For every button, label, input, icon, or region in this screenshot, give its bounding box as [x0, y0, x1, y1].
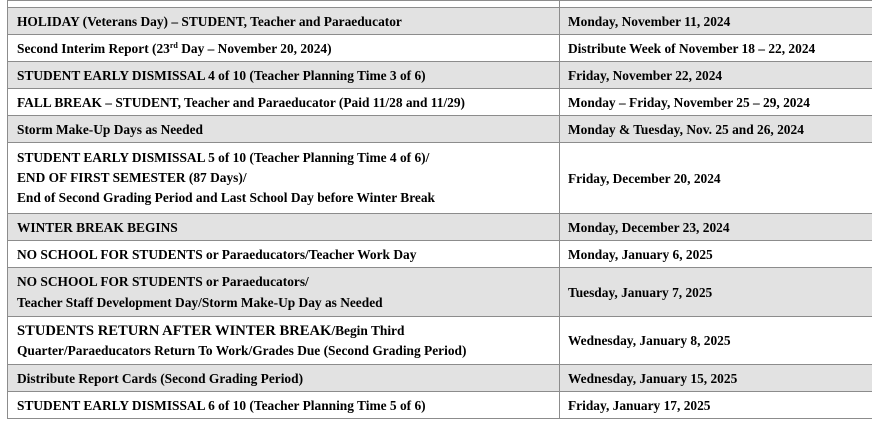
event-cell: FALL BREAK – STUDENT, Teacher and Paraeducator (Paid 11/28 and 11/29) — [8, 89, 560, 116]
date-cell: Friday, January 17, 2025 — [560, 392, 872, 419]
table-row — [8, 116, 872, 143]
school-calendar-table — [7, 0, 872, 419]
table-row — [8, 392, 872, 419]
event-text: Second Interim Report (23 — [17, 40, 170, 56]
event-line: End of Second Grading Period and Last School Day before Winter Break — [17, 190, 436, 205]
date-cell: Monday, December 23, 2024 — [560, 214, 872, 241]
event-line: END OF FIRST SEMESTER (87 Days)/ — [17, 170, 247, 185]
table-row — [8, 8, 872, 35]
table-row — [8, 317, 872, 365]
event-cell: Distribute Report Cards (Second Grading Period) — [8, 365, 560, 392]
date-cell: Friday, November 22, 2024 — [560, 62, 872, 89]
event-line: STUDENT EARLY DISMISSAL 5 of 10 (Teacher Planning Time 4 of 6)/ — [17, 150, 430, 165]
date-cell: Monday, January 6, 2025 — [560, 241, 872, 268]
table-row — [8, 241, 872, 268]
table-row-clipped-top — [8, 1, 872, 8]
event-cell: HOLIDAY (Veterans Day) – STUDENT, Teacher and Paraeducator — [8, 8, 560, 35]
date-cell: Wednesday, January 15, 2025 — [560, 365, 872, 392]
event-cell — [8, 1, 560, 8]
event-cell: WINTER BREAK BEGINS — [8, 214, 560, 241]
table-row — [8, 62, 872, 89]
event-text: /Begin Third — [331, 322, 405, 338]
date-cell: Monday, November 11, 2024 — [560, 8, 872, 35]
date-cell: Distribute Week of November 18 – 22, 2024 — [560, 35, 872, 62]
date-cell: Wednesday, January 8, 2025 — [560, 317, 872, 365]
event-cell: STUDENT EARLY DISMISSAL 6 of 10 (Teacher Planning Time 5 of 6) — [8, 392, 560, 419]
event-line: Quarter/Paraeducators Return To Work/Grades Due (Second Grading Period) — [17, 342, 467, 358]
table-row — [8, 89, 872, 116]
event-text: Day – November 20, 2024) — [177, 40, 332, 56]
date-cell: Monday – Friday, November 25 – 29, 2024 — [560, 89, 872, 116]
event-cell — [8, 317, 560, 365]
event-line: NO SCHOOL FOR STUDENTS or Paraeducators/ — [17, 274, 309, 289]
event-cell — [8, 268, 560, 317]
table-row — [8, 365, 872, 392]
event-line — [17, 321, 559, 341]
ordinal-suffix: rd — [169, 40, 178, 50]
date-cell: Monday & Tuesday, Nov. 25 and 26, 2024 — [560, 116, 872, 143]
date-cell: Friday, December 20, 2024 — [560, 143, 872, 214]
date-cell: Tuesday, January 7, 2025 — [560, 268, 872, 317]
table-row — [8, 268, 872, 317]
event-cell: STUDENT EARLY DISMISSAL 4 of 10 (Teacher Planning Time 3 of 6) — [8, 62, 560, 89]
table-row — [8, 214, 872, 241]
event-cell — [8, 143, 560, 214]
event-emphasis: STUDENTS RETURN AFTER WINTER BREAK — [17, 322, 332, 339]
date-cell — [560, 1, 872, 8]
event-line: Teacher Staff Development Day/Storm Make-Up Day as Needed — [17, 295, 383, 310]
table-row — [8, 143, 872, 214]
event-cell: NO SCHOOL FOR STUDENTS or Paraeducators/Teacher Work Day — [8, 241, 560, 268]
table-row — [8, 35, 872, 62]
event-cell — [8, 35, 560, 62]
event-cell: Storm Make-Up Days as Needed — [8, 116, 560, 143]
